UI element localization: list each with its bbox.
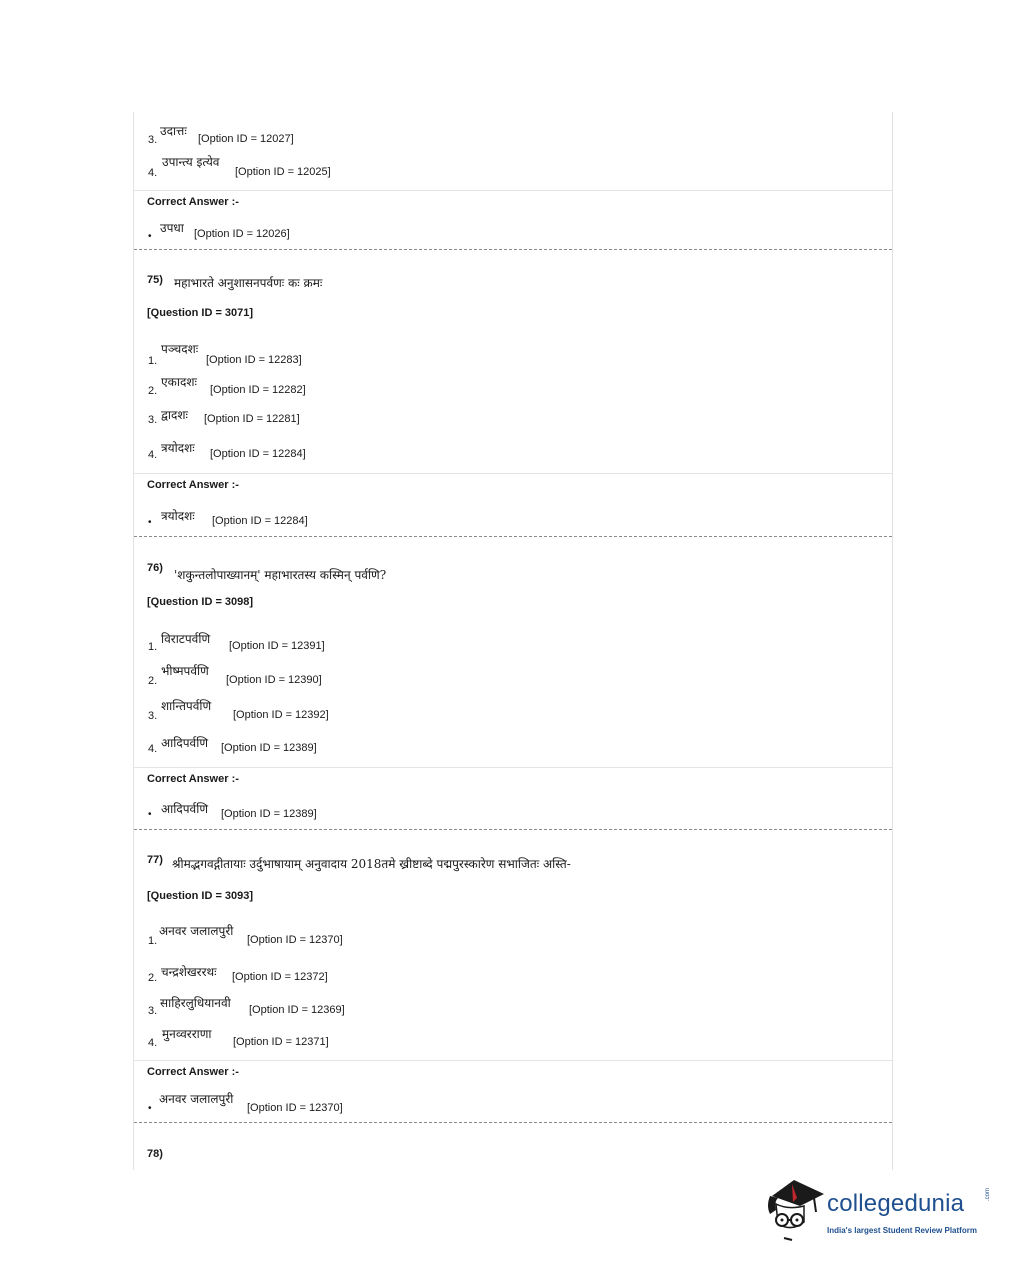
option-text: चन्द्रशेखररथः [161, 965, 217, 979]
logo-wordmark: collegedunia [827, 1190, 965, 1217]
correct-answer-label: Correct Answer :- [147, 773, 239, 785]
option-id: [Option ID = 12025] [235, 166, 331, 178]
option-number: 1. [148, 935, 158, 947]
option-text: पञ्चदशः [161, 342, 199, 356]
option-text: एकादशः [161, 375, 197, 389]
divider [134, 1060, 892, 1061]
correct-answer-id: [Option ID = 12284] [212, 515, 308, 527]
option-id: [Option ID = 12281] [204, 413, 300, 425]
bullet: • [148, 517, 152, 528]
collegedunia-logo [764, 1176, 994, 1246]
question-number: 77) [147, 854, 163, 866]
correct-answer-text: त्रयोदशः [161, 509, 195, 523]
correct-answer-label: Correct Answer :- [147, 479, 239, 491]
student-mascot-icon [764, 1176, 826, 1246]
option-text: उपान्त्य इत्येव [162, 155, 220, 169]
option-text: साहिरलुधियानवी [160, 996, 231, 1010]
logo-tagline: India's largest Student Review Platform [827, 1226, 977, 1235]
option-id: [Option ID = 12369] [249, 1004, 345, 1016]
option-id: [Option ID = 12371] [233, 1036, 329, 1048]
question-number: 75) [147, 274, 163, 286]
option-number: 3. [148, 1005, 158, 1017]
question-paper-body [133, 112, 893, 1170]
option-text: आदिपर्वणि [161, 736, 209, 750]
option-text: मुनव्वरराणा [162, 1027, 212, 1041]
correct-answer-text: उपधा [160, 221, 184, 235]
option-number: 3. [148, 134, 158, 146]
option-text: शान्तिपर्वणि [161, 699, 212, 713]
question-number: 76) [147, 562, 163, 574]
option-number: 4. [148, 167, 158, 179]
divider [134, 190, 892, 191]
correct-answer-id: [Option ID = 12389] [221, 808, 317, 820]
option-text: भीष्मपर्वणि [161, 664, 209, 678]
option-id: [Option ID = 12389] [221, 742, 317, 754]
option-number: 1. [148, 355, 158, 367]
bullet: • [148, 1103, 152, 1114]
option-id: [Option ID = 12392] [233, 709, 329, 721]
correct-answer-text: आदिपर्वणि [161, 802, 209, 816]
option-number: 2. [148, 675, 158, 687]
option-id: [Option ID = 12370] [247, 934, 343, 946]
option-id: [Option ID = 12391] [229, 640, 325, 652]
question-id: [Question ID = 3098] [147, 596, 254, 608]
question-id: [Question ID = 3093] [147, 890, 254, 902]
divider [134, 767, 892, 768]
option-number: 4. [148, 1037, 158, 1049]
question-separator [134, 249, 892, 250]
correct-answer-id: [Option ID = 12026] [194, 228, 290, 240]
logo-suffix: .com [985, 1187, 991, 1201]
option-number: 4. [148, 743, 158, 755]
bullet: • [148, 809, 152, 820]
bullet: • [148, 231, 152, 242]
option-id: [Option ID = 12027] [198, 133, 294, 145]
question-separator [134, 829, 892, 830]
divider [134, 473, 892, 474]
question-id: [Question ID = 3071] [147, 307, 254, 319]
option-number: 3. [148, 414, 158, 426]
option-id: [Option ID = 12372] [232, 971, 328, 983]
option-text: त्रयोदशः [161, 441, 195, 455]
option-number: 1. [148, 641, 158, 653]
question-separator [134, 1122, 892, 1123]
option-text: उदात्तः [160, 124, 187, 138]
option-number: 2. [148, 972, 158, 984]
option-number: 3. [148, 710, 158, 722]
question-separator [134, 536, 892, 537]
option-id: [Option ID = 12282] [210, 384, 306, 396]
correct-answer-label: Correct Answer :- [147, 196, 239, 208]
option-id: [Option ID = 12283] [206, 354, 302, 366]
correct-answer-label: Correct Answer :- [147, 1066, 239, 1078]
option-text: अनवर जलालपुरी [159, 924, 234, 938]
option-id: [Option ID = 12390] [226, 674, 322, 686]
option-text: विराटपर्वणि [161, 632, 211, 646]
question-number: 78) [147, 1148, 163, 1160]
option-text: द्वादशः [161, 408, 188, 422]
question-text: 'शकुन्तलोपाख्यानम्' महाभारतस्य कस्मिन् पर्वणि? [174, 568, 387, 582]
option-id: [Option ID = 12284] [210, 448, 306, 460]
correct-answer-text: अनवर जलालपुरी [159, 1092, 234, 1106]
option-number: 4. [148, 449, 158, 461]
question-text: श्रीमद्भगवद्गीतायाः उर्दुभाषायाम् अनुवादाय 2018तमे ख्रीष्टाब्दे पद्मपुरस्कारेण सभाजितः अस्ति- [172, 857, 571, 871]
question-text: महाभारते अनुशासनपर्वणः कः क्रमः [174, 276, 323, 290]
option-number: 2. [148, 385, 158, 397]
correct-answer-id: [Option ID = 12370] [247, 1102, 343, 1114]
